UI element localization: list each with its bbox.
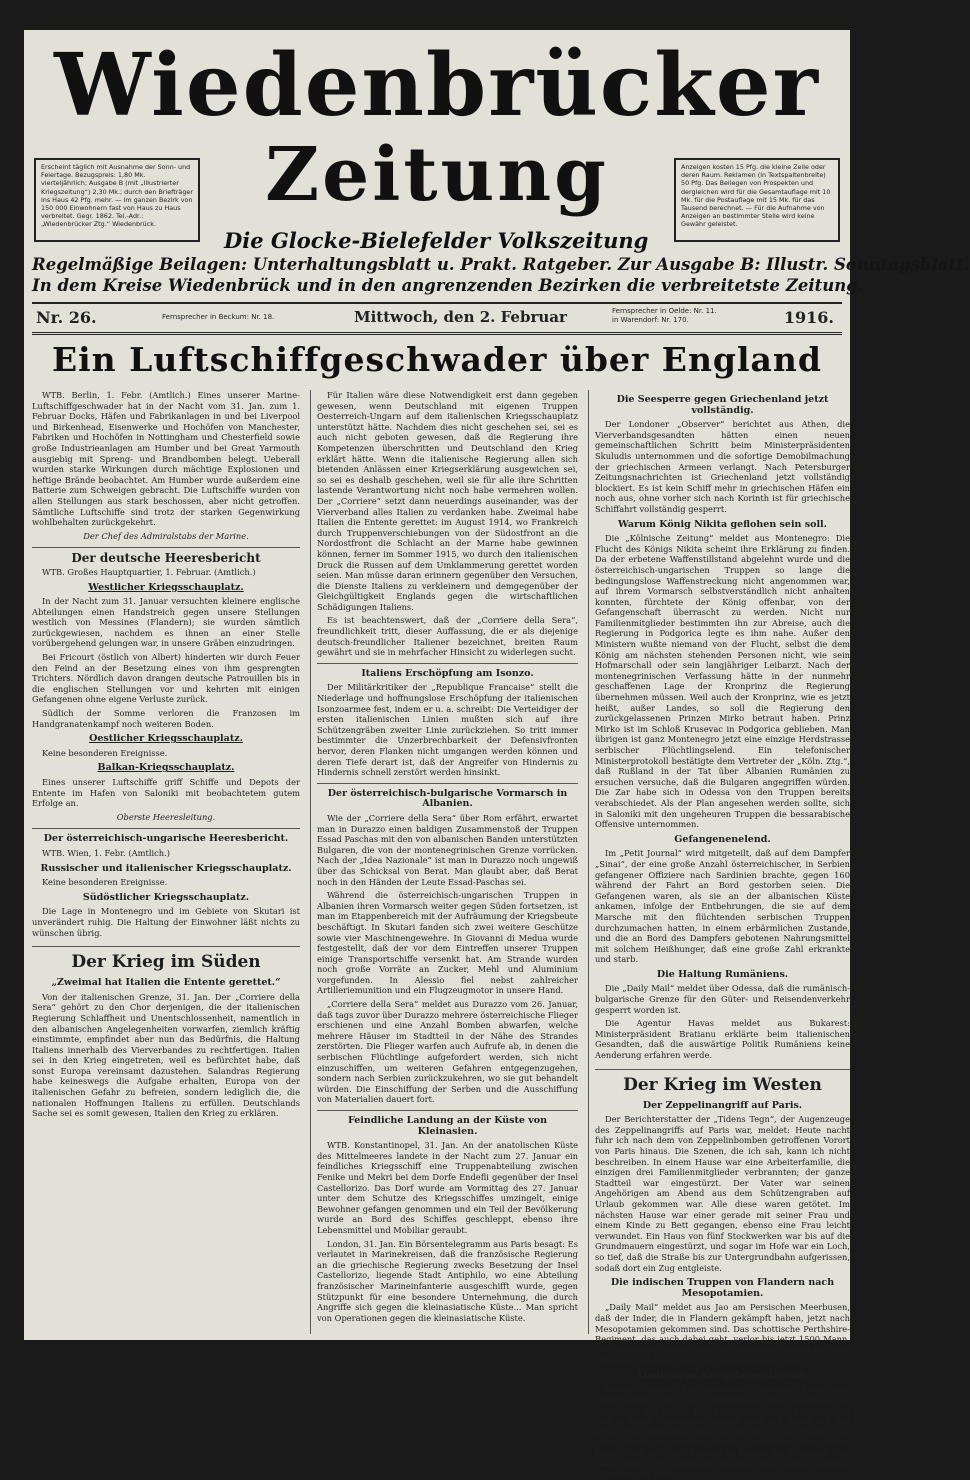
article-paragraph: Reuter meldet: Ein Londoner Journalist hatte eine Unterredung mit dem Kommissar der australischen Regierung in London. Der Kommissar sagte: In Australien gibt es keine Meinungsverschiedenheit mit Bezug auf den Krieg. Die Australier sind bei Ausbruch des Krieges wie einer Mann eingetreten. Meine Landsleute sind immer bereit, dem Rufe des Reiches zu folgen. Sie erkennen, daß dieser Krieg ein Kraftprobe zwischen den beiden stärksten Nationen der Welt ist. <box>595 1384 850 1480</box>
divider <box>32 547 300 548</box>
section-heading: Die Haltung Rumäniens. <box>656 968 789 980</box>
article-signature: Der Chef des Admiralstabs der Marine. <box>83 530 249 541</box>
masthead <box>24 30 970 295</box>
dateline-bar <box>32 302 842 335</box>
issue-year: 1916. <box>783 308 834 327</box>
article-paragraph: Für Italien wäre diese Notwendigkeit erst dann gegeben gewesen, wenn Deutschland mit eigenen Truppen Oesterreich-Ungarn auf dem italienischen Kriegsschauplatz unterstützt hätte. Nachdem dies nicht geschehen sei, sei es auch nicht geboten gewesen, daß die Regierung ihre Kompetenzen überschritten und Deutschland den Krieg erklärt hätte. Wenn die italienische Regierung allen sich bietenden Anlässen einer Kriegserklärung ausgewichen sei, so sei es deshalb geschehen, weil sie für alle ihre Schritten lastende Verantwortung nicht noch habe vermehren wollen. Der „Corriere“ setzt dann neuerdings auseinander, was der Vierverband alles Italien zu verdanken habe. Zweimal habe Italien die Entente gerettet: im August 1914, wo Frankreich durch Truppenverschiebungen von der Südostfront an die Nordostfront die Schlacht an der Marne habe gewinnen können, ferner im Sommer 1915, wo durch den italienischen Druck die Russen auf dem Umklammerung gerettet worden seien. Man müsse daran erinnern gegenüber den Versuchen, die Dienste Italiens zu verkleinern und demgegenüber der Gleichgültigkeit Englands gegen die wirtschaftlichen Schädigungen Italiens. <box>317 390 578 612</box>
section-heading: Warum König Nikita geflohen sein soll. <box>618 518 827 530</box>
section-subheading: Balkan-Kriegsschauplatz. <box>97 762 235 774</box>
article-paragraph: Südlich der Somme verloren die Franzosen im Handgranatenkampf noch weiteren Boden. <box>32 708 300 729</box>
column-2 <box>310 390 578 1334</box>
article-paragraph: Die „Daily Mail“ meldet über Odessa, daß die rumänisch-bulgarische Grenze für den Güter- und Reisendenverkehr gesperrt worden ist. <box>595 983 850 1015</box>
article-paragraph: Keine besonderen Ereignisse. <box>42 877 168 888</box>
section-heading: Italiens Erschöpfung am Isonzo. <box>361 667 534 679</box>
advertising-rates-box: Anzeigen kosten 15 Pfg. die kleine Zeile oder deren Raum. Reklamen (in Textspaltenbreite) 50 Pfg. Das Beilegen von Prospekten und dergleichen wird für die Gesamtauflage mit 10 Mk. für die Postauflage mit 15 Mk. für das Tausend berechnet. — Für die Aufnahme von Anzeigen an bestimmter Stelle wird keine Gewähr geleistet. <box>674 158 840 242</box>
article-paragraph: Bei Fricourt (östlich von Albert) hinderten wir durch Feuer den Feind an der Besetzung eines von ihm gesprengten Trichters. Nördlich davon drangen deutsche Patrouillen bis in die englischen Stellungen vor und kehrten mit einigen Gefangenen ohne eigene Verluste zurück. <box>32 652 300 705</box>
tagline-supplements: Regelmäßige Beilagen: Unterhaltungsblatt u. Prakt. Ratgeber. Zur Ausgabe B: Illustr. Sonntagsblatt. <box>32 255 970 274</box>
subscription-info-box: Erscheint täglich mit Ausnahme der Sonn- und Feiertage. Bezugspreis: 1,80 Mk. vierteljährlich; Ausgabe B (mit „Illustrierter Kriegszeitung“) 2,30 Mk.; durch den Briefträger ins Haus 42 Pfg. mehr. — Im ganzen Bezirk von 150 000 Einwohnern fast von Haus zu Haus verbreitet. Gegr. 1862. Tel.-Adr.: „Wiedenbrücker Ztg.“ Wiedenbrück. <box>34 158 200 242</box>
article-paragraph: London, 31. Jan. Ein Börsentelegramm aus Paris besagt: Es verlautet in Marinekreisen, daß die französische Regierung an die griechische Regierung zwecks Besetzung der Insel Castellorizo, liegende Stadt Antiphilo, wo eine Abteilung französischer Marineinfanterie ausgeschifft wurde, gegen Stützpunkt für eine besondere Unternehmung, die durch Angriffe sich gegen die kleinasiatische Küste... Man spricht von Operationen gegen die kleinasiatische Küste. <box>317 1238 578 1323</box>
article-paragraph: Der Berichterstatter der „Tidens Tegn“, der Augenzeuge des Zeppelinangriffs auf Paris war, meldet: Heute nacht fuhr ich nach dem von Zeppelinbomben getroffenen Vorort von Paris hinaus. Die Szenen, die ich sah, kann ich nicht beschreiben. In einem Hause war eine Arbeiterfamilie, die einzigen drei Familienmitglieder verbrannten; der ganze Stadtteil war eingestürzt. Der Vater war seinen Angehörigen am Abend aus dem Schützengraben auf Urlaub gekommen war. Alle diese waren getötet. Im nächsten Hause war einer gerade mit seiner Frau und einem Kinde zu Bett gegangen, ebenso eine Frau leicht verwundet. Ein Haus von fünf Stockwerken war bis auf die Grundmauern eingestürzt, und sogar im Hofe war ein Loch, so tief, daß die Straße bis zur Untergrundbahn aufgerissen, sodaß dort ein Zug entgleiste. <box>595 1114 850 1273</box>
article-paragraph: In der Nacht zum 31. Januar versuchten kleinere englische Abteilungen einen Handstreich gegen unsere Stellungen westlich von Messines (Flandern); sie wurden sämtlich zurückgewiesen, nachdem es ihnen an einer Stelle vorübergehend gelungen war, in unsere Gräben einzudringen. <box>32 596 300 649</box>
section-subheading: Südöstlicher Kriegsschauplatz. <box>82 891 250 903</box>
section-heading: Der österreichisch-ungarische Heeresbericht. <box>43 833 289 845</box>
article-paragraph: Der Militärkritiker der „Republique Francaise“ stellt die Niederlage und hoffnungslose Erschöpfung der italienischen Isonzoarmee fest, indem er u. a. schreibt: Die Verteidiger der ersten italienischen Linien mußten sich auf ihre Schützengräben zweiter Linie zurückziehen. So tritt immer bestimmter die Unzerbrechbarkeit der Defensivfronten hervor, deren Flanken nicht umgangen werden können und deren Tiefe derart ist, daß der Angreifer von Hindernis zu Hindernis schnell zerstört werden hinsinkt. <box>317 682 578 778</box>
newspaper-title-line1: Wiedenbrücker <box>54 35 820 136</box>
newspaper-subtitle: Die Glocke-Bielefelder Volkszeitung <box>224 228 649 253</box>
article-paragraph: „Corriere della Sera“ meldet aus Durazzo vom 26. Januar, daß tags zuvor über Durazzo mehrere österreichische Flieger erschienen und eine Anzahl Bomben abwarfen, welche mehrere Häuser im Stadtteil in der Nähe des Strandes zerstörten. Die Flieger warfen auch Aufrufe ab, in denen die serbischen Flüchtlinge aufgefordert werden, sich nicht einzuschiffen, um weiteren Gefahren entgegenzugehen, sondern nach Serbien zurückzukehren, wo sie gut behandelt würden. Die Einschiffung der Serben und die Ausschiffung von Materialien dauert fort. <box>317 999 578 1105</box>
article-signature: Oberste Heeresleitung. <box>116 811 216 822</box>
divider <box>317 663 578 664</box>
section-heading: Die Seesperre gegen Griechenland jetzt vollständig. <box>616 394 829 416</box>
issue-number: Nr. 26. <box>36 308 97 327</box>
phone-oelde: Fernsprecher in Oelde: Nr. 11. <box>612 307 717 315</box>
article-paragraph: WTB. Großes Hauptquartier, 1. Februar. (Amtlich.) <box>42 566 256 577</box>
article-paragraph: „Daily Mail“ meldet aus Jao am Persischen Meerbusen, daß der Inder, die in Flandern gekämpft haben, jetzt nach Mesopotamien gekommen sind. Das schottische Perthshire-Regiment, das auch dabei geht, verlor bis jetzt 1500 Mann. Von dem ursprünglich indischen Regiment bleiben nur zwei Offiziere und 2000 Mann zur Neuformation übrig. <box>595 1302 850 1366</box>
divider <box>317 1110 578 1111</box>
section-heading-large: Der Krieg im Süden <box>32 946 300 972</box>
section-subheading: „Zweimal hat Italien die Entente gerettet.“ <box>51 977 281 989</box>
main-headline: Ein Luftschiffgeschwader über England <box>51 340 822 379</box>
section-subheading: Westlicher Kriegsschauplatz. <box>88 581 244 593</box>
article-paragraph: Der Londoner „Observer“ berichtet aus Athen, die Vierverbandsgesandten hätten einen neuen gemeinschaftlichen Schritt beim Ministerpräsidenten Skuludis unternommen und die sofortige Demobilmachung der griechischen Armeen verlangt. Nach Petersburger Zeitungsnachrichten ist Griechenland jetzt vollständig blockiert. Es ist kein Schiff mehr in griechischen Häfen ein noch aus, ohne vorher sich nach Korinth ist für griechische Schiffahrt vollständig gesperrt. <box>595 419 850 514</box>
column-3 <box>588 390 850 1480</box>
article-paragraph: Die Agentur Havas meldet aus Bukarest: Ministerpräsident Bratianu erklärte beim italienischen Gesandten, daß die auswärtige Politik Rumäniens keine Aenderung erfahren werde. <box>595 1018 850 1061</box>
divider <box>32 828 300 829</box>
article-paragraph: Keine besonderen Ereignisse. <box>42 747 168 758</box>
newspaper-title-line2: Zeitung <box>265 132 609 218</box>
tagline-circulation: In dem Kreise Wiedenbrück und in den angrenzenden Bezirken die verbreitetste Zeitung. <box>32 276 864 295</box>
article-paragraph: Eines unserer Luftschiffe griff Schiffe und Depots der Entente im Hafen von Saloniki mit beobachtetem gutem Erfolge an. <box>32 777 300 809</box>
phone-oelde-warendorf <box>612 307 717 325</box>
article-paragraph: Die „Kölnische Zeitung“ meldet aus Montenegro: Die Flucht des Königs Nikita scheint ihre Erklärung zu finden. Da der erbetene Waffenstillstand abgelehnt wurde und die österreichisch-ungarischen Truppen so lange die bedingungslose Waffenstreckung nicht angenommen war, auf ihrem Vormarsch selbstverständlich nicht anhalten konnten, fürchtete der König offenbar, von der Gefangenschaft überrascht zu werden. Nicht nur Familienmitglieder bestimmten ihn zur Abreise, auch die Regierung in Podgorica legte es ihm nahe. Außer den Ministern wußte niemand von der Flucht, selbst die dem König am nächsten stehenden Personen nicht, wie sein Hofmarschall oder sein langjähriger Leibarzt. Nach der montenegrinischen Verfassung hätte in der nunmehr geschaffenen Lage der Kronprinz die Regierung übernehmen müssen. Weil auch der Kronprinz, wie es jetzt heißt, außer Landes, so soll die Regierung den zurückgelassenen Prinzen Mirko betraut haben. Prinz Mirko ist im Schloß Krusevac in Podgorica geblieben. Man übrigen ist ganz Montenegro jetzt eine einzige Herdstrasse serbischer Flüchtlingselend. Ein telefonischer Ministerprotokoll bestätigte dem Vertreter der „Köln. Ztg.“, daß Rußland in der Tat über Albanien Rumänien zu ersuchen versuche, daß die Bulgaren angegriffen würden. Die Zar habe sich in Odessa von den Truppen bereits verabschiedet. Als der Plan angesehen werden sollte, sich in Saloniki mit den ungeheuren Truppen die bessarabische Offensive unternommen. <box>595 533 850 830</box>
section-heading-large: Der Krieg im Westen <box>595 1069 850 1095</box>
article-paragraph: Es ist beachtenswert, daß der „Corriere della Sera“, freundlichkeit tritt, dieser Auffassung, die er als diejenige deutsch-freundlicher Italiener bezeichnet, breiten Raum gewährt und sie in mehrfacher Hinsicht zu widerlegen sucht. <box>317 615 578 658</box>
article-paragraph: WTB. Berlin, 1. Febr. (Amtlich.) Eines unserer Marine-Luftschiffgeschwader hat in der Nacht vom 31. Jan. zum 1. Februar Docks, Häfen und Fabrikanlagen in und bei Liverpool und Birkenhead, Eisenwerke und Hochöfen von Manchester, Fabriken und Hochöfen in Nottingham und Chesterfield sowie große Industrieanlagen am Humber und bei Great Yarmouth ausgiebig mit Spreng- und Brandbomben belegt. Ueberall wurden starke Wirkungen durch mächtige Explosionen und heftige Brände beobachtet. Am Humber wurde außerdem eine Batterie zum Schweigen gebracht. Die Luftschiffe wurden von allen Stellungen aus stark beschossen, aber nicht getroffen. Sämtliche Luftschiffe sind trotz der starken Gegenwirkung wohlbehalten zurückgekehrt. <box>32 390 300 528</box>
article-paragraph: Im „Petit Journal“ wird mitgeteilt, daß auf dem Dampfer „Sinai“, der eine große Anzahl österreichischer, in Serbien gefangener Offiziere nach Sardinien brachte, gegen 160 während der Fahrt an Bord gestorben seien. Die Gefangenen waren, als sie an der albanischen Küste ankamen, infolge der Entbehrungen, die sie auf dem Marsche mit den flüchtenden serbischen Truppen durchzumachen hatten, in einem erbärmlichen Zustande, und die an Bord des Dampfers gebotenen Nahrungsmittel mit solchem Heißhunger, daß eine große Zahl erkrankte und starb. <box>595 848 850 965</box>
section-heading: Der deutsche Heeresbericht <box>71 551 261 566</box>
column-1 <box>32 390 300 1334</box>
newspaper-page <box>24 30 970 1480</box>
issue-date: Mittwoch, den 2. Februar <box>354 308 567 326</box>
section-heading: Australiens Kriegsbegeisterung. <box>636 1369 809 1381</box>
divider <box>317 783 578 784</box>
section-heading: Gefangenenelend. <box>674 833 771 845</box>
section-subheading: Der Zeppelinangriff auf Paris. <box>642 1099 803 1111</box>
article-paragraph: Die Lage in Montenegro und im Gebiete von Skutari ist unverändert ruhig. Die Haltung der Einwohner läßt nichts zu wünschen übrig. <box>32 906 300 938</box>
article-paragraph: WTB. Konstantinopel, 31. Jan. An der anatolischen Küste des Mittelmeeres landete in der Nacht zum 27. Januar ein feindliches Kriegsschiff eine Truppenabteilung zwischen Fenike und Mekri bei dem Dorfe Endefli gegenüber der Insel Castellorizo. Das Dorf wurde am Vormittag des 27. Januar unter dem Schutze des Kriegsschiffes umzingelt, einige Bewohner gefangen genommen und ein Teil der Bevölkerung wurde an Bord des Schiffes geschleppt, ebenso ihre Lebensmittel und Mobiliar geraubt. <box>317 1140 578 1235</box>
phone-warendorf: in Warendorf: Nr. 170. <box>612 316 689 324</box>
article-columns <box>32 390 850 1480</box>
article-paragraph: WTB. Wien, 1. Febr. (Amtlich.) <box>42 847 171 858</box>
article-paragraph: Während die österreichisch-ungarischen Truppen in Albanien ihren Vormarsch weiter gegen Süden fortsetzen, ist man im Etappenbereich mit der Aufräumung der Kriegsbeute beschäftigt. In Skutari fanden sich zwei weitere Geschütze sowie vier Maschinengewehre. In Giovanni di Medua wurde festgestellt, daß der vor dem Eintreffen unserer Truppen einige Transportschiffe versenkt hat. Am Strande wurden noch große Vorräte an Zucker, Mehl und Aluminium vorgefunden. In Alessio fiel nebst zahlreicher Artilleriemunition und ein Flugzeugmotor in unsere Hand. <box>317 890 578 996</box>
article-paragraph: Von der italienischen Grenze, 31. Jan. Der „Corriere della Sera“ gehört zu den Chor derjenigen, die der italienischen Regierung Schlaffheit und Unentschlossenheit, namentlich in den albanischen Angelegenheiten vorwarfen, ziemlich kräftig einstimmte, empfindet aber nun das Bedürfnis, die Haltung Italiens innerhalb des Vierverbandes zu rechtfertigen. Italien sei in den Krieg eingetreten, weil es befürchtet habe, daß sonst Europa vereinsamt dazustehen. Salandras Regierung habe keineswegs die Aufgabe erhalten, Europa von der italienischen Gefahr zu befreien, sondern lediglich die, die nationalen Hoffnungen Italiens zu erfüllen. Deutschlands Sache sei es somit gewesen, Italien den Krieg zu erklären. <box>32 991 300 1119</box>
section-subheading: Russischer und italienischer Kriegsschauplatz. <box>40 862 292 874</box>
phone-beckum: Fernsprecher in Beckum: Nr. 18. <box>162 313 275 321</box>
section-heading: Feindliche Landung an der Küste von Kleinasien. <box>347 1115 547 1137</box>
section-heading: Die indischen Truppen von Flandern nach Mesopotamien. <box>610 1277 835 1299</box>
section-heading: Der österreichisch-bulgarische Vormarsch in Albanien. <box>327 787 568 810</box>
article-paragraph: Wie der „Corriere della Sera“ über Rom erfährt, erwartet man in Durazzo einen baldigen Zusammenstoß der Truppen Essad Paschas mit den von albanischen Banden unterstützten Bulgaren, die von der montenegrinischen Grenze vorrücken. Nach der „Idea Nazionale“ ist man in Durazzo noch ungewiß über das Schicksal von Berat. Man glaubt aber, daß Berat noch in den Händen der Leute Essad-Paschas sei. <box>317 812 578 887</box>
section-subheading: Oestlicher Kriegsschauplatz. <box>89 733 243 745</box>
